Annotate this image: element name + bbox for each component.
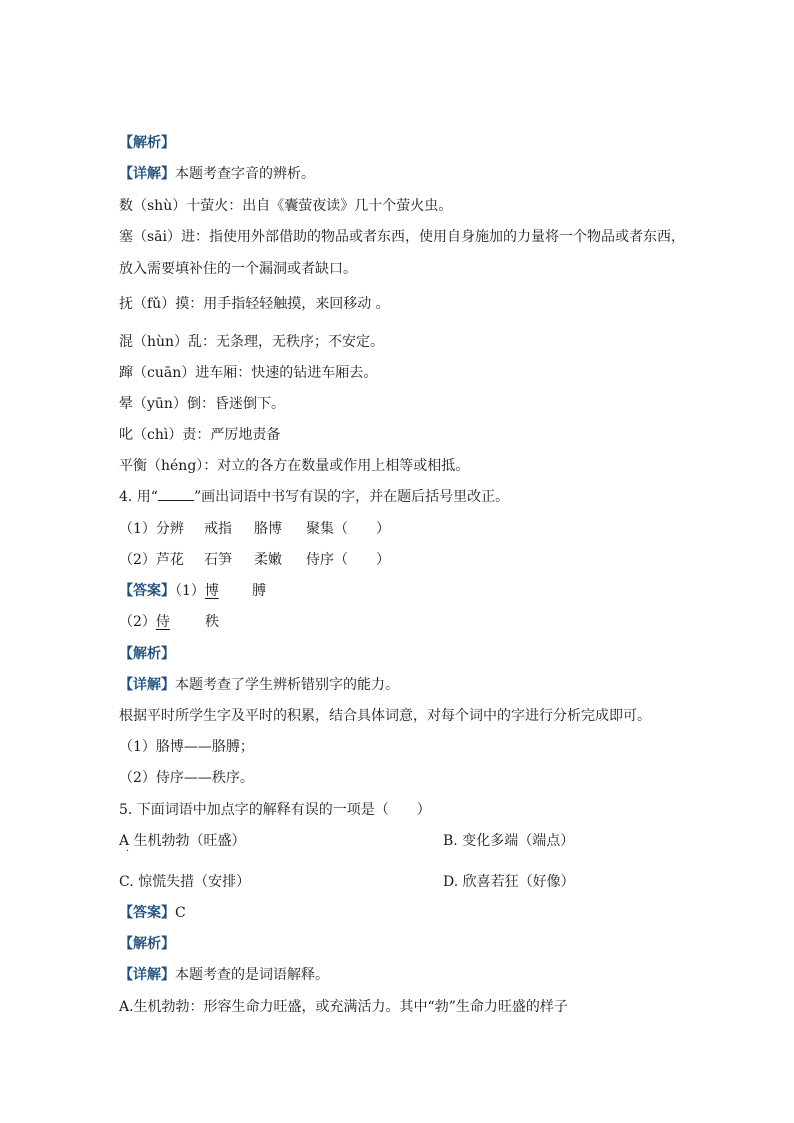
q5-answer: 【答案】C: [119, 905, 186, 921]
document-page: 【解析】 【详解】本题考查字音的辨析。 数（shù）十萤火：出自《囊萤夜读》几十个萤火虫。 塞（sāi）进：指使用外部借助的物品或者东西，使用自身施加的力量将一个物品或者东西， 放入需要填补住的一个漏洞或者缺口。 抚（fǔ）摸：用手指轻轻触摸，来回移动 。 混（hùn）乱：无条理，无秩序；不安定。 蹿（cuān）进车厢：快速的钻进车厢去。 晕（yūn）倒：昏迷倒下。 叱（chì）责：严厉地责备 平衡（héng）：对立的各方在数量或作用上相等或相抵。 4. 用“ ”画出词语中书写有误的字，并在题后括号里改正。 （1）分辨 戒指 胳博 聚集（ ） （2）芦花 石笋 柔嫩 侍序（ ） 【答案】（1）博 膊 （2）侍 秩 【解析】 【详解】本题考查了学生辨析错别字的能力。 根据平时所学生字及平时的积累，结合具体词意，对每个词中的字进行分析完成即可。 （1）胳博——胳膊； （2）侍序——秩序。 5. 下面词语中加点字的解释有误的一项是（ ） A 生机勃勃（旺盛） · B. 变化多端（端点） C. 惊慌失措（安排） D. 欣喜若狂（好像） 【答案】C 【解析】 【详解】本题考查的是词语解释。 A.生机勃勃：形容生命力旺盛，或充满活力。其中“勃”生命力旺盛的样子: [119, 135, 686, 1015]
q4-answer: 【答案】（1）博 膊: [119, 583, 266, 599]
q5-analysis-heading: 【解析】: [119, 936, 175, 952]
pinyin-item-cont: 放入需要填补住的一个漏洞或者缺口。: [119, 261, 357, 277]
pinyin-item: 平衡（héng）：对立的各方在数量或作用上相等或相抵。: [119, 458, 470, 474]
q4-answer-2: （2）侍 秩: [119, 614, 219, 630]
pinyin-item: 晕（yūn）倒：昏迷倒下。: [119, 396, 285, 412]
q5-detail: 【详解】本题考查的是词语解释。: [119, 967, 329, 983]
detail-line: 【详解】本题考查字音的辨析。: [119, 166, 315, 182]
q5-explain-a: A.生机勃勃：形容生命力旺盛，或充满活力。其中“勃”生命力旺盛的样子: [119, 999, 568, 1015]
pinyin-item: 蹿（cuān）进车厢：快速的钻进车厢去。: [119, 365, 378, 381]
q5-option-b: B. 变化多端（端点）: [443, 833, 575, 849]
question-5: 5. 下面词语中加点字的解释有误的一项是（ ）: [119, 802, 431, 818]
analysis-heading: 【解析】: [119, 135, 175, 151]
question-4: 4. 用“ ”画出词语中书写有误的字，并在题后括号里改正。: [119, 489, 510, 505]
q4-detail: 【详解】本题考查了学生辨析错别字的能力。: [119, 677, 399, 693]
pinyin-item: 叱（chì）责：严厉地责备: [119, 427, 281, 443]
emphasis-dot: ·: [126, 846, 130, 857]
pinyin-item: 塞（sāi）进：指使用外部借助的物品或者东西，使用自身施加的力量将一个物品或者东西，: [119, 229, 686, 245]
q5-option-d: D. 欣喜若狂（好像）: [443, 874, 575, 890]
pinyin-item: 抚（fǔ）摸：用手指轻轻触摸，来回移动 。: [119, 296, 390, 312]
q4-fix-2: （2）侍序——秩序。: [119, 770, 254, 786]
q4-fix-1: （1）胳博——胳膊；: [119, 739, 254, 755]
q4-analysis-heading: 【解析】: [119, 646, 175, 662]
q5-option-c: C. 惊慌失措（安排）: [119, 874, 251, 890]
q4-explain: 根据平时所学生字及平时的积累，结合具体词意，对每个词中的字进行分析完成即可。: [119, 708, 651, 724]
pinyin-item: 数（shù）十萤火：出自《囊萤夜读》几十个萤火虫。: [119, 198, 453, 214]
q5-option-a: A 生机勃勃（旺盛）: [119, 833, 246, 849]
underline-blank: [158, 488, 194, 501]
pinyin-item: 混（hùn）乱：无条理，无秩序；不安定。: [119, 334, 385, 350]
